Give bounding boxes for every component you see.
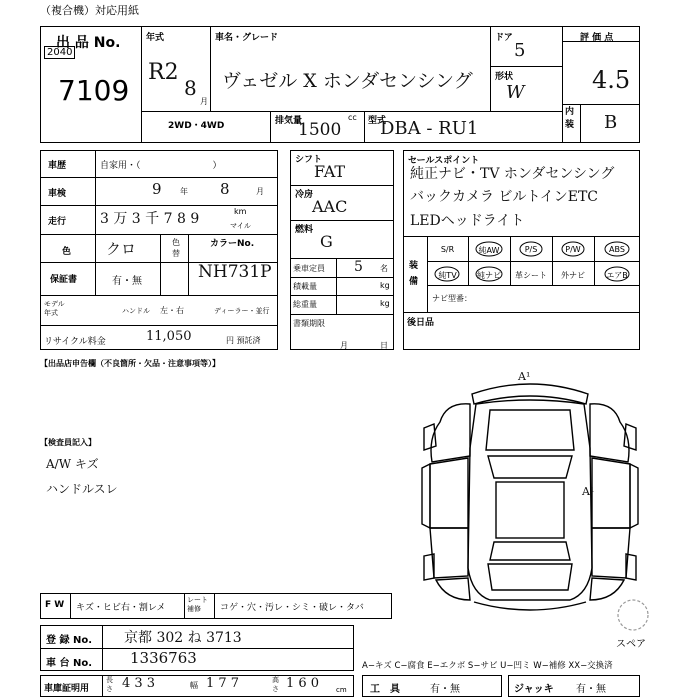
- recycle-label: リサイクル料金: [44, 337, 106, 347]
- load-label: 積載量: [293, 282, 317, 291]
- check-abs: [605, 242, 629, 256]
- notes-label: 後日品: [407, 318, 435, 328]
- displacement-unit: cc: [348, 113, 357, 122]
- capacity-value: 5: [354, 259, 363, 275]
- history-value: 自家用・（ ）: [100, 161, 222, 171]
- drive-label: 2WD・4WD: [168, 121, 225, 131]
- sales-line1: 純正ナビ・TV ホンダセンシング: [410, 166, 615, 182]
- lot-stamp: [44, 46, 75, 59]
- mark-side: A¹: [582, 485, 595, 498]
- cooling-value: AAC: [312, 197, 348, 216]
- mileage-value: 3 万 3 千 7 8 9: [100, 211, 200, 227]
- fw-items2: コゲ・穴・汚レ・シミ・破レ・タバ: [220, 603, 364, 613]
- inspector-line2: ハンドルスレ: [46, 482, 118, 496]
- inspection-year: 9: [152, 180, 162, 198]
- equip-pw: P/W: [565, 245, 581, 254]
- model-year-label: モデル年式: [44, 300, 65, 317]
- height-label: 高さ: [272, 676, 279, 693]
- sales-line2: バックカメラ ビルトインETC: [410, 189, 599, 205]
- repair-label: レート補修: [187, 596, 208, 613]
- check-airbag: [605, 267, 629, 281]
- reg-value: 京都 302 ね 3713: [124, 630, 242, 646]
- total-weight-unit: kg: [380, 299, 390, 308]
- color-value: クロ: [106, 240, 137, 258]
- navi-label: ナビ型番：: [432, 294, 472, 303]
- displacement-value: 1500: [298, 120, 342, 140]
- shift-value: FAT: [314, 162, 346, 181]
- fuel-value: G: [320, 232, 333, 251]
- warranty-value: 有・無: [112, 276, 142, 287]
- model-label: 型式: [368, 116, 387, 126]
- car-damage-diagram: [410, 368, 650, 618]
- mileage-label: 走行: [48, 217, 67, 227]
- tools-value: 有・無: [430, 684, 460, 695]
- load-unit: kg: [380, 281, 390, 290]
- sales-line3: LEDヘッドライト: [410, 213, 525, 229]
- name-value: ヴェゼル X ホンダセンシング: [222, 70, 473, 92]
- lot-stamp-text: 2040: [47, 47, 73, 58]
- dealer-label: ディーラー・並行: [214, 307, 270, 315]
- equip-leather: 革シート: [515, 271, 547, 280]
- fuel-label: 燃料: [295, 225, 314, 235]
- equip-tv: 純TV: [438, 271, 457, 280]
- fw-label: F W: [45, 600, 65, 610]
- tools-label: 工 具: [370, 684, 400, 695]
- equip-abs: ABS: [609, 245, 625, 254]
- shift-label: シフト: [295, 155, 323, 165]
- displacement-label: 排気量: [275, 116, 303, 126]
- check-navi: [476, 267, 502, 281]
- equip-ext-navi: 外ナビ: [561, 271, 585, 280]
- length-label: 長さ: [106, 676, 113, 693]
- dealer-notes-label: 【出品店申告欄（不良箇所・欠品・注意事項等）】: [40, 359, 220, 368]
- equip-sr: S/R: [440, 245, 455, 254]
- interior-value: B: [604, 112, 618, 133]
- fw-items: キズ・ヒビ右・割レメ: [76, 603, 166, 613]
- model-value: DBA - RU1: [380, 118, 479, 139]
- shape-label: 形状: [495, 72, 514, 82]
- equip-label: 装備: [409, 261, 419, 287]
- lot-number: 7109: [58, 74, 130, 107]
- check-pw: [562, 242, 584, 256]
- color-no-label: カラーNo.: [210, 239, 255, 249]
- sales-label: セールスポイント: [408, 156, 480, 166]
- year-label: 年式: [146, 33, 165, 43]
- lot-label: 出 品 No.: [56, 35, 121, 51]
- handle-label: ハンドル: [122, 307, 150, 315]
- spare-tire-icon: [616, 598, 650, 632]
- recycle-value: 11,050: [146, 329, 192, 344]
- docs-label: 書類期限: [293, 319, 325, 328]
- equip-aw: 純AW: [478, 246, 500, 255]
- name-label: 車名・グレード: [215, 33, 279, 43]
- mark-front: A¹: [518, 370, 531, 383]
- interior-label: 内装: [565, 107, 575, 130]
- score-label: 評 価 点: [580, 33, 614, 43]
- inspection-year-unit: 年: [180, 187, 188, 196]
- cert-label: 車庫証明用: [44, 684, 90, 694]
- spare-label: スペア: [616, 639, 646, 650]
- shape-value: W: [506, 82, 525, 103]
- door-label: ドア: [495, 33, 513, 43]
- inspection-label: 車検: [48, 189, 67, 199]
- jack-value: 有・無: [576, 684, 606, 695]
- month-value: 8: [184, 76, 197, 100]
- color-label: 色: [62, 247, 72, 257]
- jack-label: ジャッキ: [514, 684, 554, 695]
- score-value: 4.5: [592, 66, 631, 94]
- capacity-unit: 名: [380, 264, 388, 273]
- inspector-line1: A/W キズ: [46, 457, 99, 471]
- damage-legend: A−キズ C−腐食 E−エクボ S−サビ U−凹ミ W−補修 XX−交換済: [362, 661, 613, 671]
- reg-label: 登 録 No.: [46, 635, 93, 646]
- inspection-month-unit: 月: [256, 187, 264, 196]
- recycle-unit: 円 預託済: [226, 336, 261, 345]
- color-no-value: NH731P: [198, 262, 272, 282]
- cooling-label: 冷房: [295, 190, 314, 200]
- height-value: 1 6 0: [286, 676, 320, 691]
- check-ps: [520, 242, 542, 256]
- length-value: 4 3 3: [122, 676, 156, 691]
- form-note: （複合機）対応用紙: [40, 4, 139, 17]
- mileage-unit-km: km: [234, 207, 247, 216]
- year-value: R2: [148, 60, 179, 85]
- capacity-label: 乗車定員: [293, 264, 325, 273]
- check-aw: [476, 242, 502, 256]
- docs-month-unit: 月: [340, 341, 348, 350]
- equip-navi: 純ナビ: [477, 271, 501, 280]
- width-value: 1 7 7: [206, 676, 240, 691]
- inspector-label: 【検査員記入】: [40, 438, 96, 447]
- check-tv: [435, 267, 459, 281]
- handle-value: 左・右: [160, 306, 184, 315]
- total-weight-label: 総重量: [293, 300, 317, 309]
- chassis-label: 車 台 No.: [46, 658, 93, 669]
- equip-airbag: エアB: [606, 271, 628, 280]
- mileage-unit-mile: マイル: [230, 222, 251, 230]
- docs-day-unit: 日: [380, 341, 388, 350]
- door-value: 5: [514, 40, 526, 61]
- width-label: 幅: [190, 681, 198, 690]
- color-change-label: 色替: [172, 238, 180, 258]
- unit-cm: cm: [336, 686, 347, 694]
- warranty-label: 保証書: [50, 275, 78, 285]
- equip-check-marks: [427, 236, 640, 285]
- history-label: 車歴: [48, 161, 67, 171]
- equip-ps: P/S: [524, 245, 538, 254]
- month-unit: 月: [200, 97, 208, 106]
- inspection-month: 8: [220, 180, 230, 198]
- chassis-value: 1336763: [130, 649, 197, 667]
